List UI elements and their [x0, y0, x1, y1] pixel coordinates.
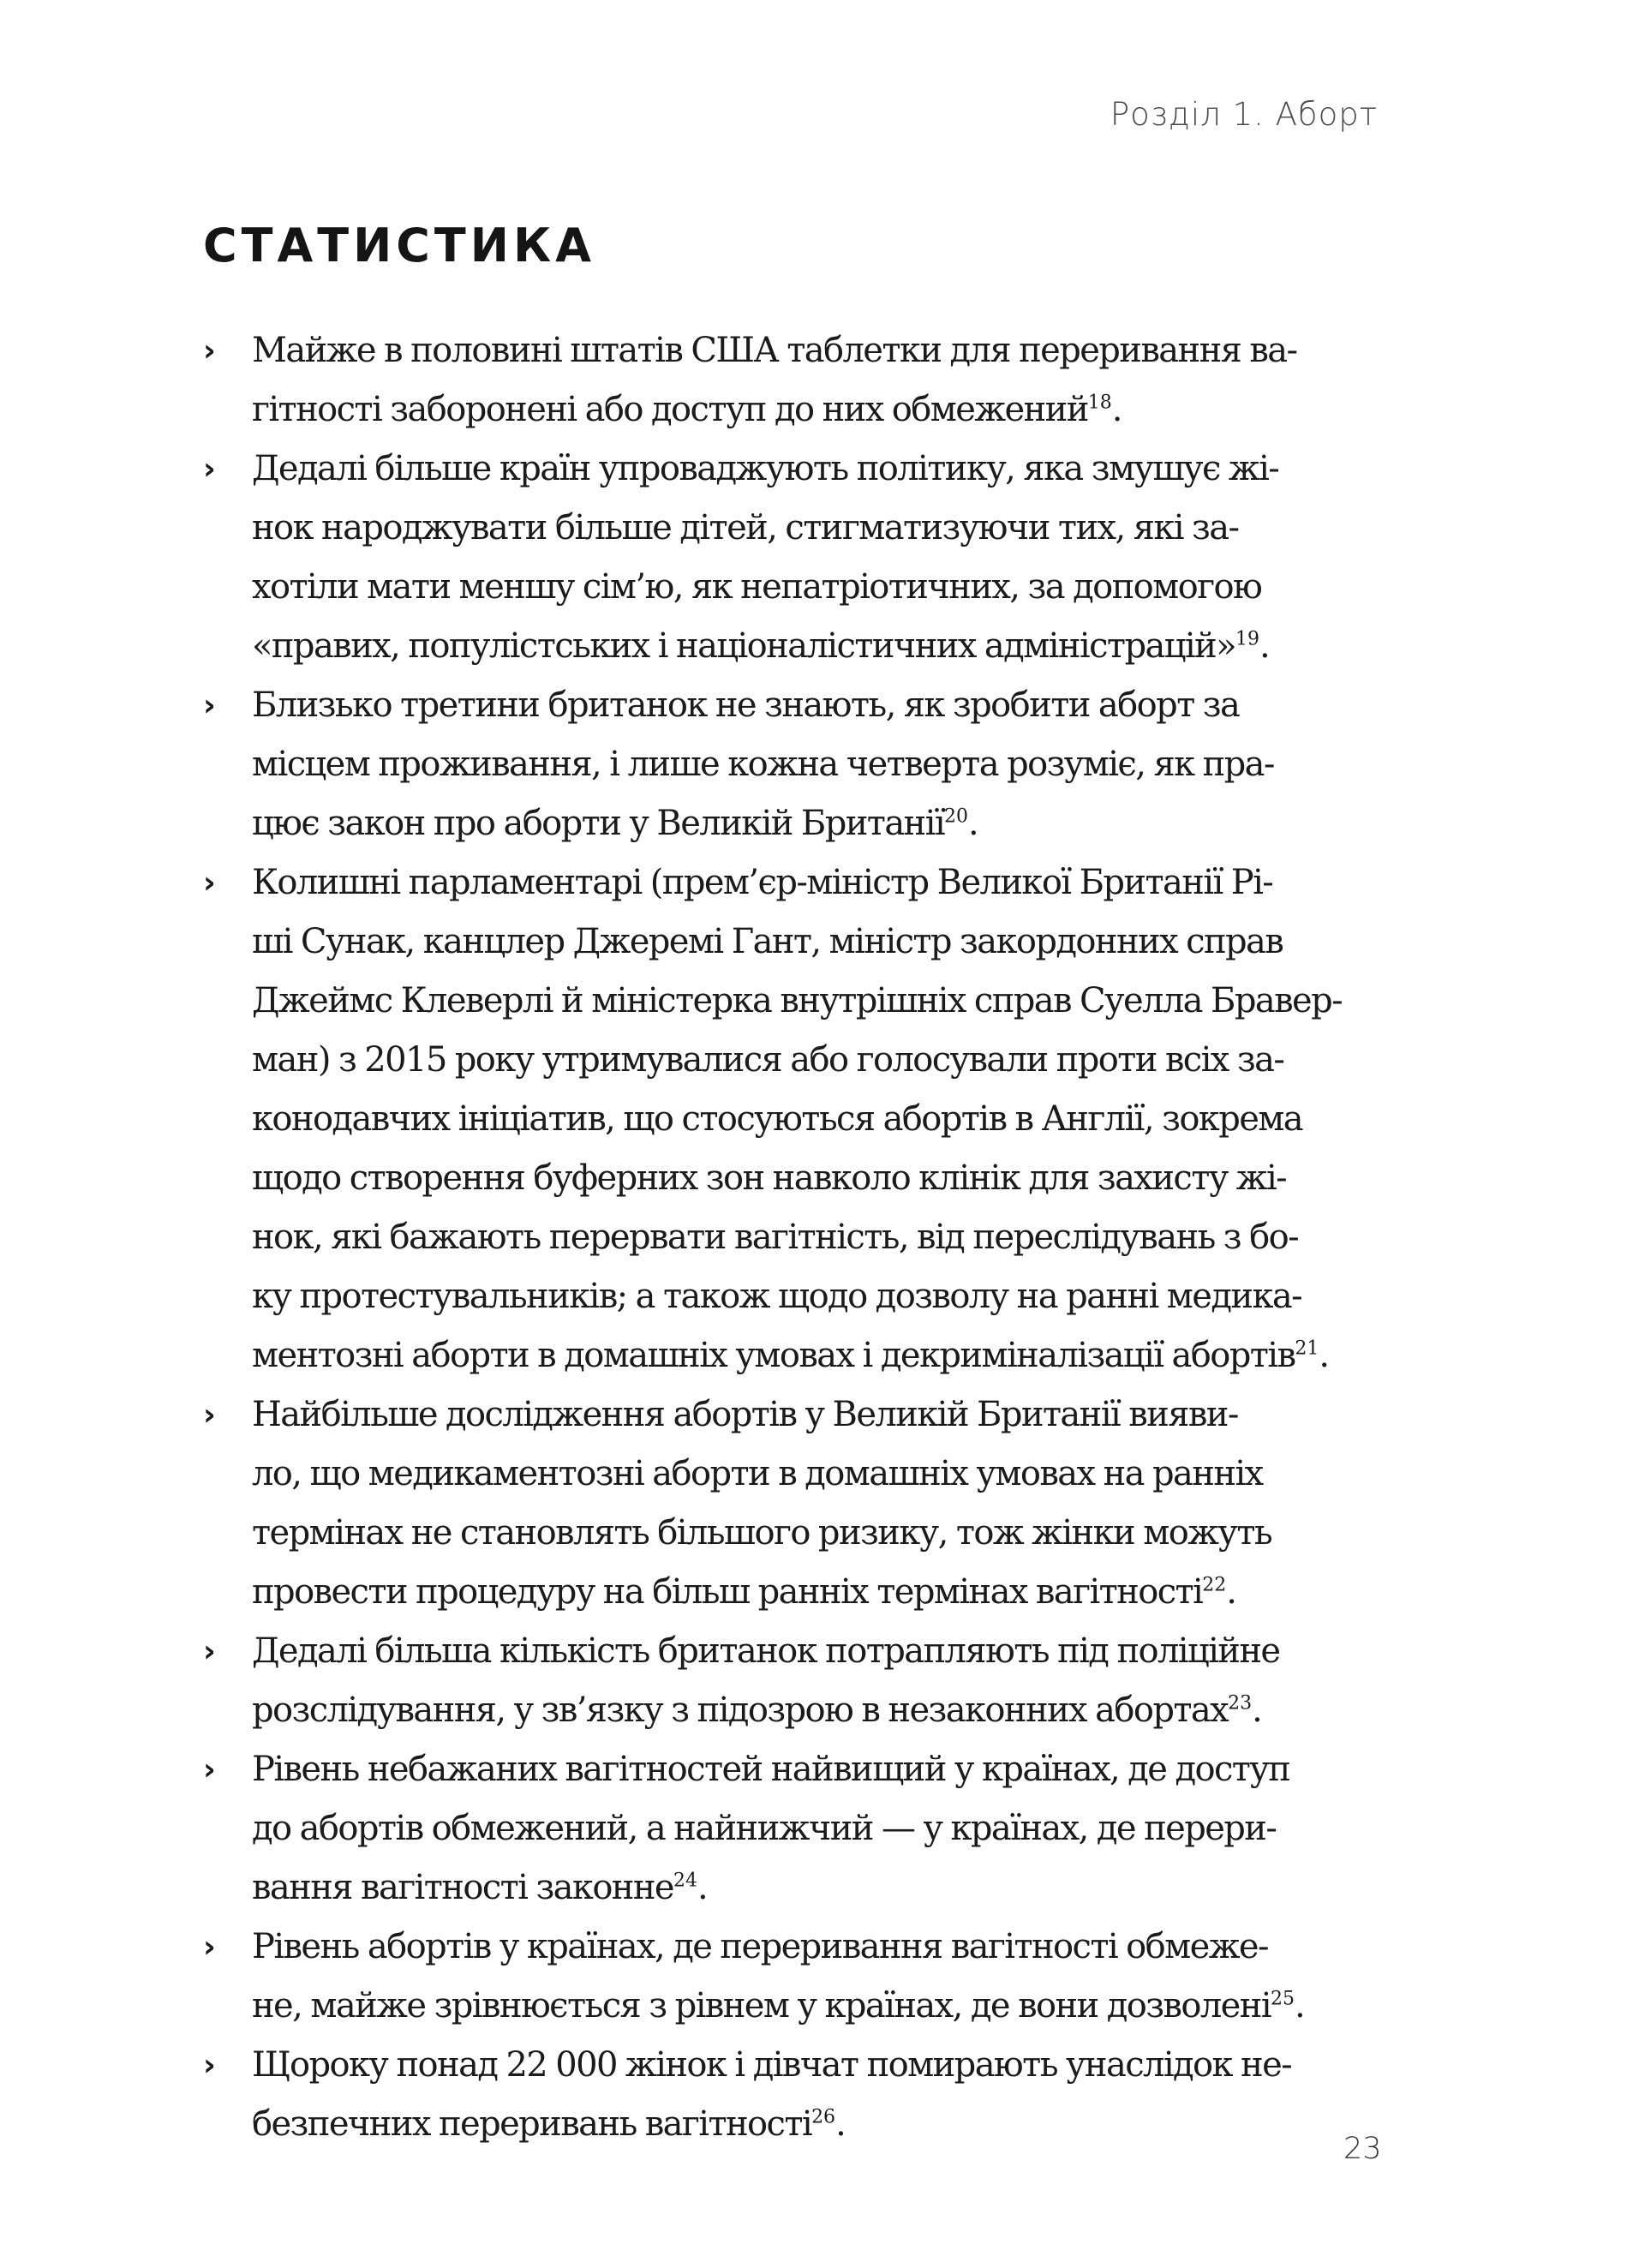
- text-line: ку протестувальників; а також щодо дозволу на ранні медика-: [252, 1277, 1302, 1316]
- sentence-end: .: [968, 804, 978, 843]
- text-line: ші Сунак, канцлер Джеремі Гант, міністр закордонних справ: [252, 922, 1283, 961]
- text-line: Найбільше дослідження абортів у Великій Британії вияви-: [252, 1395, 1238, 1434]
- running-head: Розділ 1. Аборт: [1110, 96, 1378, 133]
- text-line: нок народжувати більше дітей, стигматизуючи тих, які за-: [252, 508, 1239, 548]
- statistics-item-text: [252, 1385, 1420, 1622]
- text-line: Щороку понад 22 000 жінок і дівчат помирають унаслідок не-: [252, 2045, 1292, 2085]
- footnote-reference[interactable]: 19: [1235, 628, 1259, 650]
- bullet-chevron-icon: ›: [203, 1752, 216, 1787]
- text-line: [252, 2095, 1420, 2154]
- sentence-end: .: [1259, 626, 1270, 666]
- bullet-chevron-icon: ›: [203, 865, 216, 901]
- text-line: місцем проживання, і лише кожна четверта розуміє, як пра-: [252, 745, 1274, 784]
- text-line: [252, 1977, 1420, 2036]
- sentence-end: .: [1252, 1691, 1262, 1730]
- text-line: Колишні парламентарі (прем’єр-міністр Великої Британії Рі-: [252, 863, 1273, 902]
- bullet-chevron-icon: ›: [203, 452, 216, 487]
- bullet-chevron-icon: ›: [203, 688, 216, 723]
- statistics-item: [203, 1385, 1420, 1622]
- text-line: Джеймс Клеверлі й міністерка внутрішніх справ Суелла Бравер-: [252, 981, 1343, 1020]
- statistics-item-text: [252, 440, 1420, 676]
- text-fragment: безпечних переривань вагітності: [252, 2104, 812, 2144]
- bullet-chevron-icon: ›: [203, 333, 216, 368]
- section-title: СТАТИСТИКА: [203, 218, 595, 272]
- text-line: до абортів обмежений, а найнижчий — у країнах, де перери-: [252, 1809, 1277, 1848]
- statistics-item-text: [252, 321, 1420, 440]
- statistics-item: [203, 440, 1420, 676]
- sentence-end: .: [1226, 1572, 1236, 1612]
- bullet-chevron-icon: ›: [203, 2048, 216, 2083]
- footnote-reference[interactable]: 26: [811, 2106, 836, 2128]
- sentence-end: .: [697, 1868, 708, 1907]
- text-line: [252, 794, 1420, 853]
- text-fragment: не, майже зрівнюється з рівнем у країнах, де вони дозволені: [252, 1986, 1271, 2026]
- statistics-item: [203, 2036, 1420, 2154]
- page-number: 23: [1343, 2132, 1382, 2166]
- text-line: [252, 1858, 1420, 1918]
- statistics-item: [203, 1740, 1420, 1918]
- text-fragment: розслідування, у зв’язку з підозрою в незаконних абортах: [252, 1691, 1229, 1730]
- statistics-item-text: [252, 676, 1420, 853]
- sentence-end: .: [1294, 1986, 1305, 2026]
- statistics-item: [203, 1918, 1420, 2036]
- text-line: щодо створення буферних зон навколо клінік для захисту жі-: [252, 1158, 1287, 1198]
- text-line: [252, 1681, 1420, 1740]
- text-line: [252, 380, 1420, 440]
- bullet-chevron-icon: ›: [203, 1930, 216, 1965]
- text-line: [252, 617, 1420, 676]
- statistics-item-text: [252, 1622, 1420, 1740]
- statistics-item-text: [252, 1740, 1420, 1918]
- sentence-end: .: [835, 2104, 846, 2144]
- statistics-item: [203, 321, 1420, 440]
- statistics-item-text: [252, 1918, 1420, 2036]
- text-line: Дедалі більше країн упроваджують політику, яка змушує жі-: [252, 449, 1279, 488]
- statistics-item: [203, 1622, 1420, 1740]
- text-line: [252, 1563, 1420, 1622]
- text-line: Майже в половині штатів США таблетки для переривання ва-: [252, 331, 1297, 370]
- text-line: Дедалі більша кількість британок потрапляють під поліційне: [252, 1631, 1280, 1671]
- text-line: нок, які бажають перервати вагітність, від переслідувань з бо-: [252, 1218, 1299, 1257]
- text-line: ман) з 2015 року утримувалися або голосували проти всіх за-: [252, 1040, 1284, 1080]
- text-fragment: «правих, популістських і націоналістичних адміністрацій»: [252, 626, 1235, 666]
- footnote-reference[interactable]: 25: [1270, 1988, 1295, 2010]
- bullet-chevron-icon: ›: [203, 1397, 216, 1433]
- text-fragment: провести процедуру на більш ранніх термінах вагітності: [252, 1572, 1203, 1612]
- statistics-list: [203, 321, 1420, 2154]
- text-line: Рівень абортів у країнах, де переривання вагітності обмеже-: [252, 1927, 1268, 1966]
- footnote-reference[interactable]: 24: [673, 1870, 698, 1892]
- text-line: [252, 1326, 1420, 1385]
- text-line: конодавчих ініціатив, що стосуються абортів в Англії, зокрема: [252, 1099, 1303, 1139]
- text-fragment: вання вагітності законне: [252, 1868, 674, 1907]
- text-line: ло, що медикаментозні аборти в домашніх умовах на ранніх: [252, 1454, 1263, 1493]
- text-fragment: гітності заборонені або доступ до них обмежений: [252, 390, 1088, 429]
- text-fragment: ментозні аборти в домашніх умовах і декриміналізації абортів: [252, 1336, 1295, 1375]
- statistics-item-text: [252, 2036, 1420, 2154]
- footnote-reference[interactable]: 21: [1295, 1337, 1319, 1360]
- footnote-reference[interactable]: 18: [1087, 392, 1112, 414]
- text-line: Близько третини британок не знають, як зробити аборт за: [252, 685, 1240, 725]
- footnote-reference[interactable]: 22: [1202, 1574, 1227, 1596]
- sentence-end: .: [1319, 1336, 1329, 1375]
- sentence-end: .: [1111, 390, 1122, 429]
- statistics-item: [203, 676, 1420, 853]
- text-line: термінах не становлять більшого ризику, тож жінки можуть: [252, 1513, 1272, 1553]
- statistics-item: [203, 853, 1420, 1385]
- text-line: Рівень небажаних вагітностей найвищий у країнах, де доступ: [252, 1750, 1290, 1789]
- statistics-item-text: [252, 853, 1420, 1385]
- text-fragment: цює закон про аборти у Великій Британії: [252, 804, 945, 843]
- footnote-reference[interactable]: 20: [944, 805, 969, 828]
- footnote-reference[interactable]: 23: [1228, 1692, 1253, 1714]
- text-line: хотіли мати меншу сім’ю, як непатріотичних, за допомогою: [252, 567, 1262, 607]
- bullet-chevron-icon: ›: [203, 1634, 216, 1669]
